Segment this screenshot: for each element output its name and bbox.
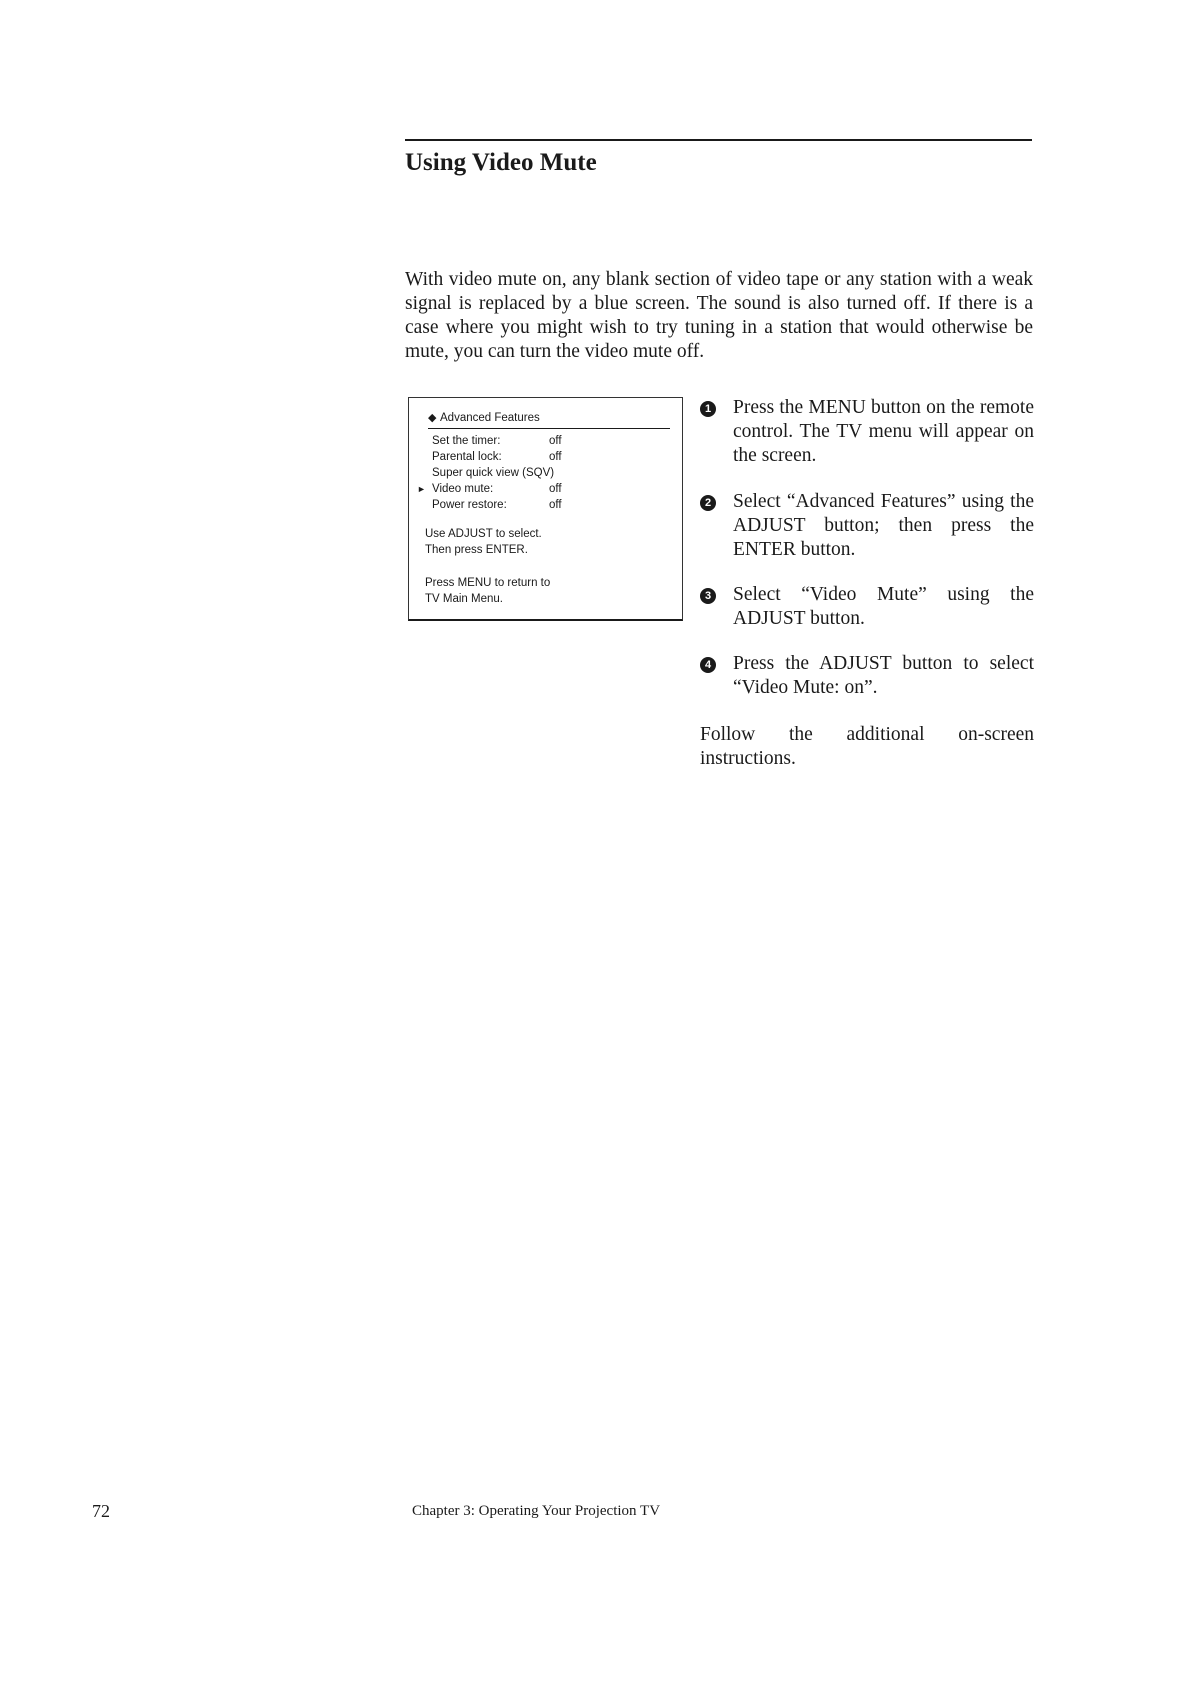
menu-item-super-quick-view (417, 465, 667, 481)
menu-item-label: Parental lock: (432, 451, 502, 463)
diamond-icon: ◆ (428, 412, 437, 424)
menu-header-label: Advanced Features (440, 412, 540, 424)
menu-instructions (425, 526, 542, 558)
advanced-features-menu-illustration (408, 397, 683, 621)
menu-return-line: TV Main Menu. (425, 593, 503, 605)
step-text: Press the ADJUST button to select “Video Mute: on”. (733, 653, 1034, 698)
page-title: Using Video Mute (405, 149, 597, 176)
menu-header (428, 410, 670, 429)
step-text: Select “Video Mute” using the ADJUST button. (733, 584, 1034, 629)
menu-return-note (425, 575, 550, 607)
pointer-arrow-icon: ► (417, 484, 426, 494)
step-4 (700, 652, 1034, 700)
title-rule (405, 139, 1032, 141)
page-number: 72 (92, 1501, 110, 1521)
menu-item-value: off (549, 483, 562, 495)
step-number-icon: 2 (700, 495, 716, 511)
menu-item-power-restore (417, 497, 667, 513)
menu-item-label: Power restore: (432, 499, 507, 511)
step-number-icon: 3 (700, 588, 716, 604)
menu-item-value: off (549, 499, 562, 511)
step-text: Select “Advanced Features” using the ADJUST button; then press the ENTER button. (733, 491, 1034, 560)
menu-instruction-line: Use ADJUST to select. (425, 528, 542, 540)
intro-paragraph: With video mute on, any blank section of video tape or any station with a weak signal is replaced by a blue screen. The sound is also turned off. If there is a case where you might wish to try tuning in a station that would otherwise be mute, you can turn the video mute off. (405, 269, 1033, 362)
chapter-footer: Chapter 3: Operating Your Projection TV (412, 1503, 661, 1519)
step-2 (700, 490, 1034, 562)
menu-item-label: Video mute: (432, 483, 494, 495)
menu-item-parental-lock (417, 449, 667, 465)
menu-item-label: Set the timer: (432, 435, 501, 447)
menu-item-label: Super quick view (SQV) (432, 467, 555, 479)
menu-item-set-timer (417, 433, 667, 449)
menu-instruction-line: Then press ENTER. (425, 544, 528, 556)
menu-item-value: off (549, 451, 562, 463)
follow-note: Follow the additional on-screen instructions. (700, 724, 1034, 769)
menu-return-line: Press MENU to return to (425, 577, 551, 589)
step-number-icon: 4 (700, 657, 716, 673)
step-1 (700, 396, 1034, 468)
step-3 (700, 583, 1034, 631)
menu-item-list (417, 433, 667, 513)
menu-item-video-mute (417, 481, 667, 497)
step-text: Press the MENU button on the remote control. The TV menu will appear on the screen. (733, 397, 1034, 466)
menu-item-value: off (549, 435, 562, 447)
step-number-icon: 1 (700, 401, 716, 417)
